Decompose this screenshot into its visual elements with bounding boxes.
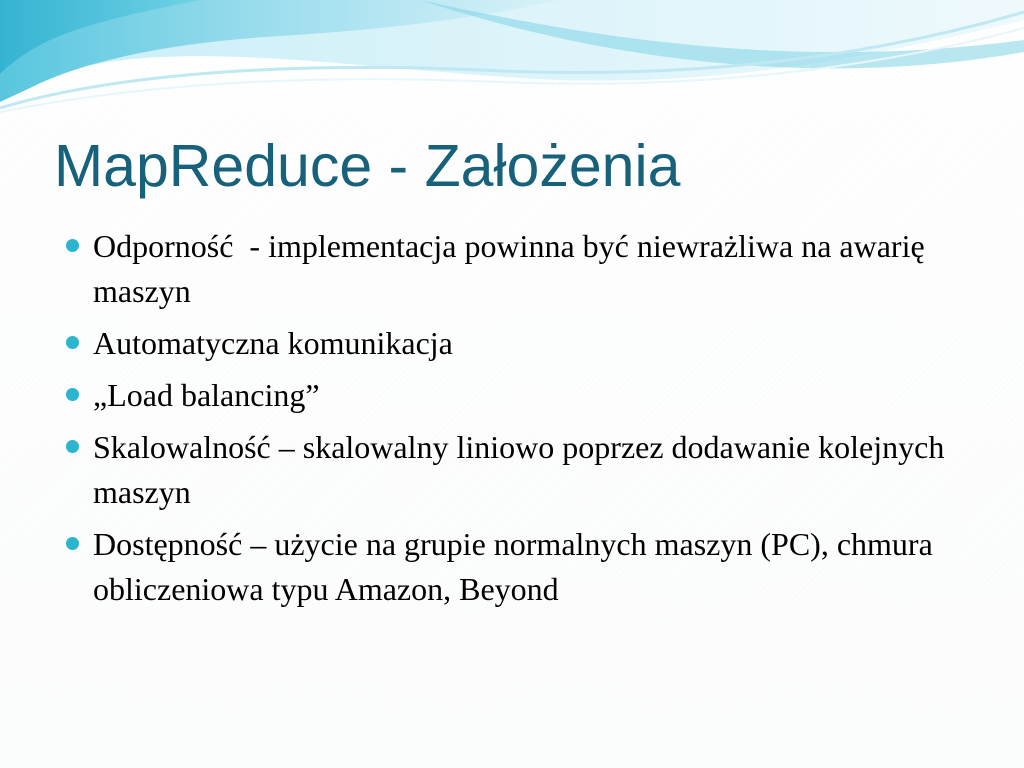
bullet-dot-icon — [66, 336, 79, 349]
bullet-text: Dostępność – użycie na grupie normalnych maszyn (PC), chmura obliczeniowa typu Amazon, Beyond — [93, 526, 941, 607]
slide-title: MapReduce - Założenia — [54, 133, 681, 199]
bullet-item — [66, 373, 986, 418]
bullet-item — [66, 522, 986, 612]
bullet-item — [66, 224, 986, 314]
bullet-dot-icon — [66, 537, 79, 550]
bullet-text: „Load balancing” — [93, 377, 320, 413]
bullet-text: Skalowalność – skalowalny liniowo poprzez dodawanie kolejnych maszyn — [93, 429, 953, 510]
bullet-item — [66, 321, 986, 366]
bullet-item — [66, 425, 986, 515]
decorative-wave-header — [0, 0, 1024, 130]
bullet-text: Odporność - implementacja powinna być niewrażliwa na awarię maszyn — [93, 228, 933, 309]
bullet-text: Automatyczna komunikacja — [93, 325, 453, 361]
bullet-dot-icon — [66, 388, 79, 401]
bullet-dot-icon — [66, 239, 79, 252]
bullet-dot-icon — [66, 440, 79, 453]
bullet-list — [66, 224, 986, 619]
